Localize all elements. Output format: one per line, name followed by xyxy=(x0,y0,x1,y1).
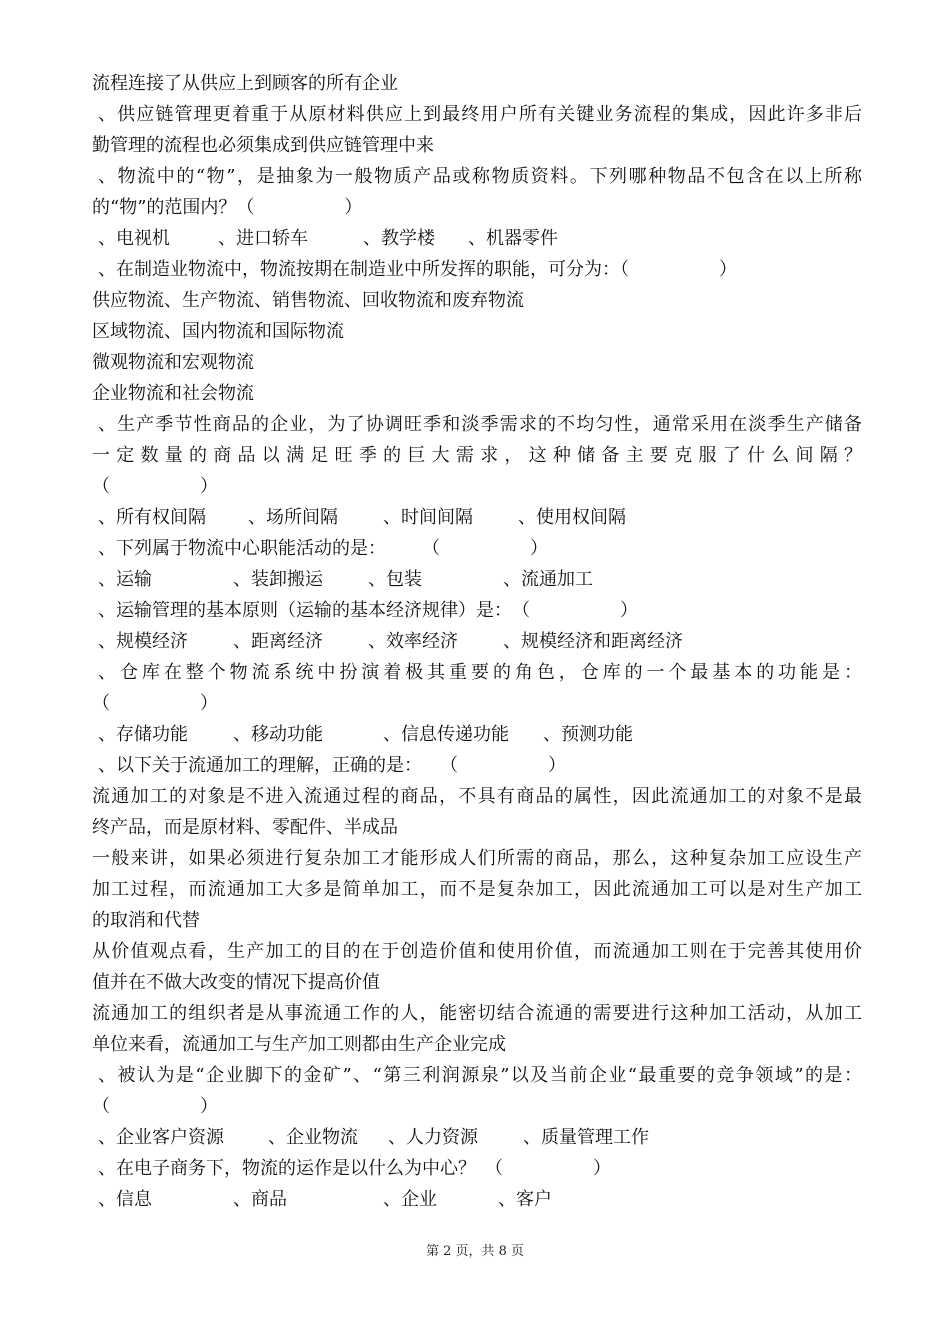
option-a: 、企业客户资源 xyxy=(98,1127,224,1148)
option-a: 终产品，而是原材料、零配件、半成品 xyxy=(92,817,398,838)
option-a: 、运输 xyxy=(98,569,152,590)
option-b: 、装卸搬运 xyxy=(233,569,323,590)
page-number: 第 2 页，共 8 页 xyxy=(425,1244,525,1259)
question-3-options xyxy=(92,502,862,533)
option-d: 、预测功能 xyxy=(543,724,633,745)
option-d: 流通加工的组织者是从事流通工作的人，能密切结合流通的需要进行这种加工活动，从加工 xyxy=(92,1003,862,1024)
option-b: 、移动功能 xyxy=(233,724,323,745)
option-c: 值并在不做大改变的情况下提高价值 xyxy=(92,972,380,993)
option-c: 、信息传递功能 xyxy=(383,724,509,745)
document-body xyxy=(92,68,862,1215)
question-5-text: 、运输管理的基本原则（运输的基本经济规律）是： （ ） xyxy=(98,600,638,621)
question-4-text: 、下列属于物流中心职能活动的是： （ ） xyxy=(98,538,548,559)
question-8-options xyxy=(92,1122,862,1153)
option-c: 微观物流和宏观物流 xyxy=(92,352,254,373)
option-a: 、存储功能 xyxy=(98,724,188,745)
question-3-text: 一定数量的商品以满足旺季的巨大需求，这种储备主要克服了什么间隔？ xyxy=(92,445,862,466)
option-b: 、商品 xyxy=(233,1189,287,1210)
text-line: 流程连接了从供应上到顾客的所有企业 xyxy=(92,73,398,94)
option-b: 加工过程，而流通加工大多是简单加工，而不是复杂加工，因此流通加工可以是对生产加工 xyxy=(92,879,862,900)
option-b: 一般来讲，如果必须进行复杂加工才能形成人们所需的商品，那么，这种复杂加工应设生产 xyxy=(92,848,862,869)
option-d: 企业物流和社会物流 xyxy=(92,383,254,404)
option-c: 从价值观点看，生产加工的目的在于创造价值和使用价值，而流通加工则在于完善其使用价 xyxy=(92,941,862,962)
option-b: 、距离经济 xyxy=(233,631,323,652)
text-line: 勤管理的流程也必须集成到供应链管理中来 xyxy=(92,135,434,156)
option-d: 、使用权间隔 xyxy=(518,507,626,528)
option-c: 、人力资源 xyxy=(388,1127,478,1148)
question-6-options xyxy=(92,719,862,750)
answer-blank: （ ） xyxy=(92,1096,218,1117)
option-d: 、质量管理工作 xyxy=(523,1127,649,1148)
question-8-text: 、被认为是“企业脚下的金矿”、“第三利润源泉”以及当前企业“最重要的竞争领域”的是： xyxy=(98,1065,862,1086)
option-c: 、效率经济 xyxy=(368,631,458,652)
option-c: 、包装 xyxy=(368,569,422,590)
question-5-options xyxy=(92,626,862,657)
question-1-text: 的“物”的范围内？（ ） xyxy=(92,197,363,218)
option-a: 、信息 xyxy=(98,1189,152,1210)
text-line: 、供应链管理更着重于从原材料供应上到最终用户所有关键业务流程的集成，因此许多非后 xyxy=(98,104,862,125)
option-c: 、企业 xyxy=(383,1189,437,1210)
option-c: 、时间间隔 xyxy=(383,507,473,528)
option-d: 、规模经济和距离经济 xyxy=(503,631,683,652)
question-9-text: 、在电子商务下，物流的运作是以什么为中心？ （ ） xyxy=(98,1158,611,1179)
option-a: 、所有权间隔 xyxy=(98,507,206,528)
option-c: 、教学楼 xyxy=(363,228,435,249)
option-a: 流通加工的对象是不进入流通过程的商品，不具有商品的属性，因此流通加工的对象不是最 xyxy=(92,786,862,807)
answer-blank: （ ） xyxy=(92,476,218,497)
option-d: 、客户 xyxy=(498,1189,552,1210)
question-9-options xyxy=(92,1184,862,1215)
question-4-options xyxy=(92,564,862,595)
option-b: 、场所间隔 xyxy=(248,507,338,528)
answer-blank: （ ） xyxy=(92,693,218,714)
question-1-text: 、物流中的“物”，是抽象为一般物质产品或称物质资料。下列哪种物品不包含在以上所称 xyxy=(98,166,862,187)
option-a: 、电视机 xyxy=(98,228,170,249)
option-a: 、规模经济 xyxy=(98,631,188,652)
option-b: 的取消和代替 xyxy=(92,910,200,931)
option-d: 单位来看，流通加工与生产加工则都由生产企业完成 xyxy=(92,1034,506,1055)
option-b: 、进口轿车 xyxy=(218,228,308,249)
option-d: 、机器零件 xyxy=(468,228,558,249)
question-3-text: 、生产季节性商品的企业，为了协调旺季和淡季需求的不均匀性，通常采用在淡季生产储备 xyxy=(98,414,862,435)
option-b: 、企业物流 xyxy=(268,1127,358,1148)
option-b: 区域物流、国内物流和国际物流 xyxy=(92,321,344,342)
question-6-text: 、仓库在整个物流系统中扮演着极其重要的角色，仓库的一个最基本的功能是： xyxy=(98,662,862,683)
question-1-options xyxy=(92,223,862,254)
option-d: 、流通加工 xyxy=(503,569,593,590)
option-a: 供应物流、生产物流、销售物流、回收物流和废弃物流 xyxy=(92,290,524,311)
question-2-text: 、在制造业物流中，物流按期在制造业中所发挥的职能，可分为：（ ） xyxy=(98,259,737,280)
question-7-text: 、以下关于流通加工的理解，正确的是： （ ） xyxy=(98,755,566,776)
